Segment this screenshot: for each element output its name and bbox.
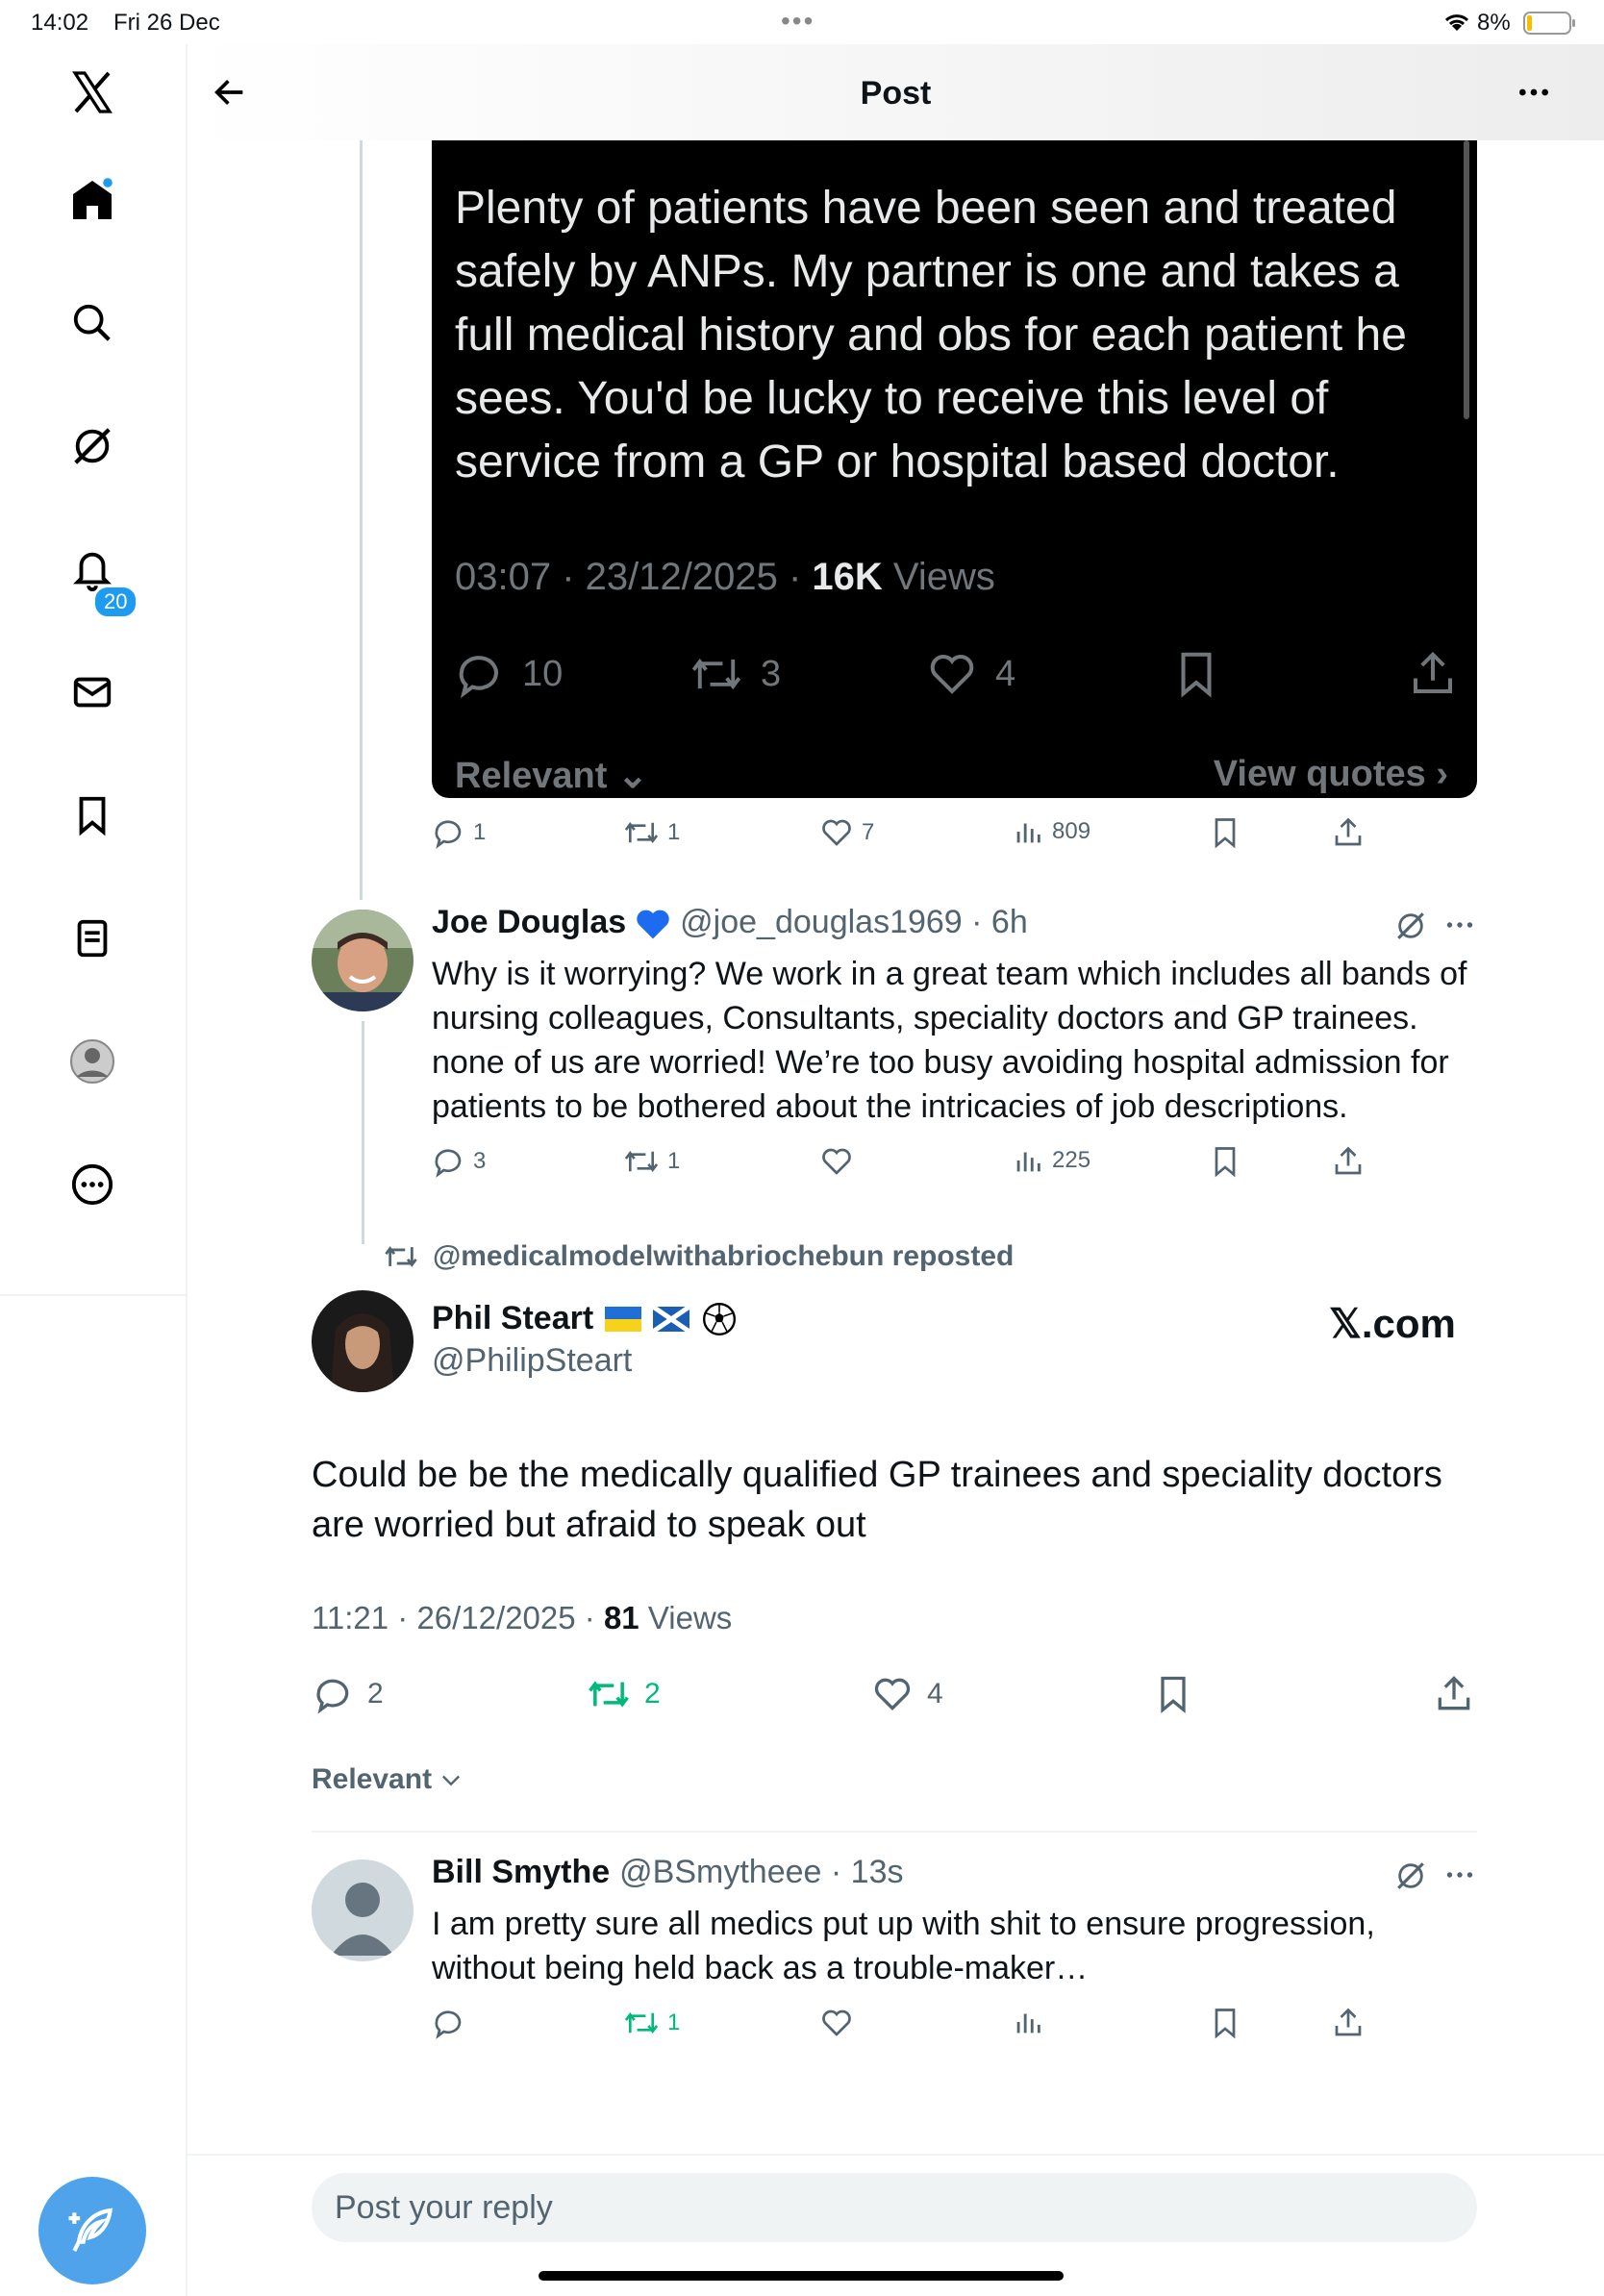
focus-post-header bbox=[432, 1300, 738, 1337]
views-chart-icon bbox=[1012, 815, 1044, 848]
heart-icon bbox=[819, 2006, 854, 2040]
share-icon bbox=[1331, 1144, 1366, 1179]
screenshot-scrollbar bbox=[1464, 140, 1469, 419]
reply-icon bbox=[431, 2006, 465, 2040]
more-options-icon[interactable] bbox=[1442, 908, 1477, 942]
share-icon bbox=[1331, 815, 1366, 850]
screenshot-share bbox=[1407, 648, 1459, 700]
reply-button[interactable]: 3 bbox=[431, 1144, 486, 1179]
search-icon[interactable] bbox=[63, 294, 121, 352]
reply-button[interactable] bbox=[431, 2006, 473, 2040]
chevron-down-icon bbox=[438, 1766, 464, 1793]
reply1-actions bbox=[431, 1144, 1479, 1186]
repost-button[interactable]: 1 bbox=[623, 2006, 680, 2040]
thread-line bbox=[360, 140, 363, 900]
like-button[interactable]: 4 bbox=[871, 1673, 943, 1715]
share-icon bbox=[1407, 648, 1459, 700]
blue-heart-icon bbox=[634, 906, 672, 940]
heart-icon bbox=[819, 1144, 854, 1179]
share-button[interactable] bbox=[1433, 1673, 1475, 1715]
reply-button[interactable]: 1 bbox=[431, 815, 486, 850]
share-icon bbox=[1433, 1673, 1475, 1715]
football-icon bbox=[701, 1301, 738, 1337]
avatar[interactable] bbox=[312, 1290, 414, 1392]
heart-icon bbox=[819, 815, 854, 850]
home-icon[interactable] bbox=[63, 171, 121, 229]
sort-replies-dropdown[interactable]: Relevant bbox=[312, 1763, 464, 1796]
reply-icon bbox=[431, 815, 465, 850]
focus-post-text: Could be be the medically qualified GP trainees and speciality doctors are worried but afraid to speak out bbox=[312, 1455, 1442, 1545]
bookmark-icon bbox=[1152, 1673, 1194, 1715]
share-button[interactable] bbox=[1331, 815, 1366, 850]
reply-bar-divider bbox=[186, 2154, 1604, 2156]
x-com-source-label[interactable]: 𝕏.com bbox=[1329, 1301, 1456, 1346]
x-logo-icon[interactable] bbox=[63, 63, 121, 121]
avatar[interactable] bbox=[312, 910, 414, 1011]
reply1-header bbox=[432, 904, 1028, 941]
share-button[interactable] bbox=[1331, 1144, 1366, 1179]
author-handle[interactable]: @PhilipSteart bbox=[432, 1342, 633, 1379]
lists-icon[interactable] bbox=[63, 910, 121, 967]
messages-envelope-icon[interactable] bbox=[63, 663, 121, 721]
multitask-dots-icon[interactable]: ••• bbox=[781, 6, 815, 36]
more-circle-icon[interactable] bbox=[63, 1156, 121, 1213]
repost-icon bbox=[383, 1240, 419, 1273]
views-button[interactable]: 809 bbox=[1012, 815, 1090, 848]
author-name[interactable]: Joe Douglas bbox=[432, 904, 627, 940]
focus-post-meta[interactable]: 11:21 · 26/12/2025 · 81 Views bbox=[312, 1600, 733, 1635]
screenshot-post-text: Plenty of patients have been seen and treated safely by ANPs. My partner is one and takes a full medical history and obs for each patient he sees. You'd be lucky to receive this level of service from a GP or hospital based doctor. bbox=[455, 183, 1407, 487]
views-button[interactable] bbox=[1012, 2006, 1052, 2038]
reposted-by-note[interactable]: @medicalmodelwithabriochebun reposted bbox=[383, 1240, 1014, 1273]
reply-icon bbox=[431, 1144, 465, 1179]
author-handle[interactable]: @joe_douglas1969 · 6h bbox=[680, 904, 1028, 940]
screenshot-repost: 3 bbox=[689, 648, 781, 700]
screenshot-reply: 10 bbox=[453, 648, 563, 700]
views-chart-icon bbox=[1012, 2006, 1044, 2038]
author-name[interactable]: Phil Steart bbox=[432, 1300, 594, 1336]
more-options-icon[interactable] bbox=[1515, 73, 1553, 112]
bookmark-button[interactable] bbox=[1208, 1144, 1242, 1179]
focus-post-actions bbox=[312, 1673, 1477, 1721]
bookmark-button[interactable] bbox=[1152, 1673, 1194, 1715]
bookmark-icon bbox=[1208, 1144, 1242, 1179]
views-chart-icon bbox=[1012, 1144, 1044, 1177]
reply2-header bbox=[432, 1854, 903, 1891]
bookmark-button[interactable] bbox=[1208, 815, 1242, 850]
reply-icon bbox=[453, 648, 505, 700]
screenshot-view-quotes: View quotes › bbox=[1213, 754, 1448, 794]
grok-icon[interactable] bbox=[1394, 910, 1427, 942]
heart-icon bbox=[871, 1673, 914, 1715]
status-date: Fri 26 Dec bbox=[113, 10, 220, 36]
repost-button[interactable]: 1 bbox=[623, 815, 680, 850]
page-title: Post bbox=[860, 75, 932, 112]
profile-avatar-icon[interactable] bbox=[63, 1033, 121, 1090]
reply1-text: Why is it worrying? We work in a great team which includes all bands of nursing colleagues, Consultants, speciality doctors and GP trainees. none of us are worried! We’re too busy avoiding hospital admission for patients to be bothered about the intricacies of job descriptions. bbox=[432, 956, 1467, 1125]
attached-screenshot-image[interactable] bbox=[432, 140, 1477, 798]
share-icon bbox=[1331, 2006, 1366, 2040]
share-button[interactable] bbox=[1331, 2006, 1366, 2040]
battery-percent: 8% bbox=[1477, 10, 1511, 36]
repost-icon bbox=[587, 1673, 631, 1715]
screenshot-bookmark bbox=[1170, 648, 1222, 700]
reply-icon bbox=[312, 1673, 354, 1715]
thread-line bbox=[362, 1021, 364, 1244]
home-indicator[interactable] bbox=[539, 2271, 1064, 2281]
bookmarks-icon[interactable] bbox=[63, 786, 121, 844]
status-bar bbox=[0, 0, 1604, 44]
reply2-actions bbox=[431, 2006, 1479, 2048]
like-button[interactable] bbox=[819, 1144, 862, 1179]
repost-icon bbox=[623, 1144, 660, 1179]
reply-input[interactable]: Post your reply bbox=[312, 2173, 1477, 2242]
scotland-flag-icon bbox=[653, 1307, 689, 1332]
author-name[interactable]: Bill Smythe bbox=[432, 1854, 611, 1890]
wifi-icon bbox=[1442, 12, 1471, 33]
battery-icon bbox=[1523, 12, 1577, 35]
more-options-icon[interactable] bbox=[1442, 1858, 1477, 1892]
bookmark-icon bbox=[1170, 648, 1222, 700]
heart-icon bbox=[926, 648, 978, 700]
like-button[interactable] bbox=[819, 2006, 862, 2040]
sidebar-divider bbox=[0, 1294, 186, 1296]
bookmark-button[interactable] bbox=[1208, 2006, 1242, 2040]
post-header bbox=[188, 44, 1604, 140]
compose-post-button[interactable] bbox=[38, 2177, 146, 2284]
parent-post-actions bbox=[431, 815, 1479, 858]
screenshot-action-bar bbox=[453, 648, 1453, 706]
bookmark-icon bbox=[1208, 2006, 1242, 2040]
reply-button[interactable]: 2 bbox=[312, 1673, 384, 1715]
screenshot-relevant-label: Relevant ⌄ bbox=[455, 756, 648, 796]
divider bbox=[312, 1831, 1477, 1833]
screenshot-post-meta: 03:07 · 23/12/2025 · 16K Views bbox=[455, 556, 995, 598]
author-handle[interactable]: @BSmytheee · 13s bbox=[619, 1854, 904, 1890]
views-button[interactable]: 225 bbox=[1012, 1144, 1090, 1177]
screenshot-like: 4 bbox=[926, 648, 1015, 700]
repost-icon bbox=[689, 648, 743, 700]
status-time: 14:02 bbox=[31, 10, 89, 36]
repost-button[interactable]: 2 bbox=[587, 1673, 661, 1715]
sidebar bbox=[0, 44, 188, 2296]
grok-icon[interactable] bbox=[1394, 1859, 1427, 1892]
notifications-badge: 20 bbox=[92, 585, 138, 619]
repost-button[interactable]: 1 bbox=[623, 1144, 680, 1179]
avatar[interactable] bbox=[312, 1859, 414, 1961]
repost-icon bbox=[623, 815, 660, 850]
grok-icon[interactable] bbox=[63, 417, 121, 475]
repost-icon bbox=[623, 2006, 660, 2040]
reply2-text: I am pretty sure all medics put up with shit to ensure progression, without being held back as a trouble-maker… bbox=[432, 1906, 1375, 1986]
bookmark-icon bbox=[1208, 815, 1242, 850]
ukraine-flag-icon bbox=[605, 1307, 641, 1332]
like-button[interactable]: 7 bbox=[819, 815, 874, 850]
